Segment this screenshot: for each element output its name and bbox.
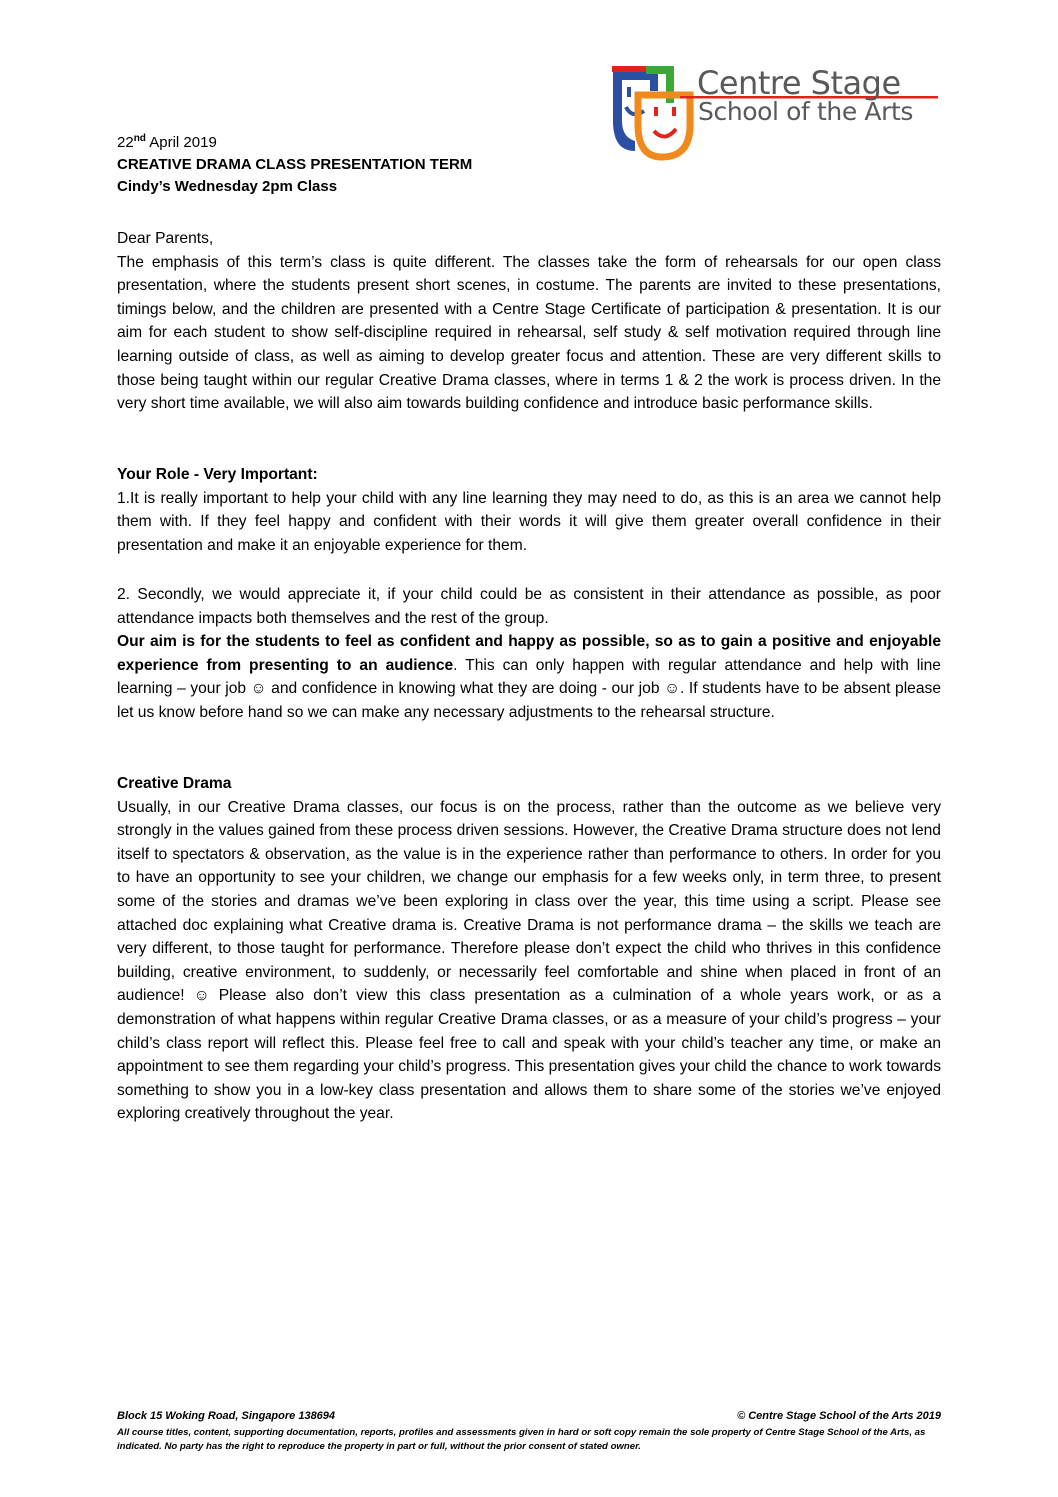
role-section (117, 463, 941, 557)
letter-date: 22nd April 2019 (117, 133, 217, 151)
creative-drama-heading: Creative Drama (117, 775, 232, 792)
role-point-2: 2. Secondly, we would appreciate it, if your child could be as consistent in their attendance as possible, as poor attendance impacts both themselves and the rest of the group. (117, 586, 941, 627)
aim-rest-text: . This can only happen with regular attendance and help with line learning – your job ☺ and confidence in knowing what they are doing - our job ☺. If students have to be absent please let us know before hand so we can make any necessary adjustments to the rehearsal structure. (117, 656, 941, 721)
intro-paragraph: The emphasis of this term’s class is quite different. The classes take the form of rehearsals for our open class presentation, where the students present short scenes, in costume. The parents are invited to these presentations, timings below, and the children are presented with a Centre Stage Certificate of participation & presentation. It is our aim for each student to show self-discipline required in rehearsal, self study & self motivation required through line learning outside of class, as well as aiming to develop greater focus and attention. These are very different skills to those being taught within our regular Creative Drama classes, where in terms 1 & 2 the work is process driven. In the very short time available, we will also aim towards building confidence and introduce basic performance skills. (117, 253, 941, 413)
footer-copyright: © Centre Stage School of the Arts 2019 (737, 1410, 941, 1422)
footer-disclaimer: All course titles, content, supporting documentation, reports, profiles and assessments given in hard or soft copy remain the sole property of Centre Stage School of the Arts, as indicated. No party has the right to reproduce the property in part or full, without the prior consent of stated owner. (117, 1427, 926, 1452)
attendance-section (117, 583, 941, 725)
creative-drama-paragraph: Usually, in our Creative Drama classes, our focus is on the process, rather than the outcome as we believe very strongly in the values gained from these process driven sessions. However, the Creative Drama structure does not lend itself to spectators & observation, as the value is in the experience rather than performance to others. In order for you to have an opportunity to see your children, we change our emphasis for a few weeks only, in term three, to present some of the stories and dramas we’ve been exploring in class over the year, this time using a script. Please see attached doc explaining what Creative drama is. Creative Drama is not performance drama – the skills we teach are very different, to those taught for performance. Therefore please don’t expect the child who thrives in this confidence building, creative environment, to suddenly, or necessarily feel comfortable and shine when placed in front of an audience! ☺ Please also don’t view this class presentation as a culmination of a whole years work, or as a demonstration of what happens within regular Creative Drama classes, or as a measure of your child’s progress – your child’s class report will reflect this. Please feel free to call and speak with your child’s teacher any time, or make an appointment to see them regarding your child’s progress. This presentation gives your child the chance to work towards something to show you in a low-key class presentation and allows them to share some of the stories we’ve enjoyed exploring creatively throughout the year. (117, 798, 941, 1123)
page-footer (117, 1410, 941, 1454)
salutation: Dear Parents, (117, 230, 214, 247)
class-name: Cindy’s Wednesday 2pm Class (117, 178, 338, 195)
logo-name-line1: Centre Stage (697, 64, 901, 102)
creative-drama-section (117, 772, 941, 1126)
aim-bold-text: Our aim is for the students to feel as confident and happy as possible, so as to gain a positive and enjoyable experience from presenting to an audience (117, 633, 941, 674)
intro-section (117, 227, 941, 416)
logo-name-line2: School of the Arts (698, 97, 913, 126)
aim-paragraph (117, 630, 941, 724)
letter-title: CREATIVE DRAMA CLASS PRESENTATION TERM (117, 156, 473, 173)
role-heading: Your Role - Very Important: (117, 466, 318, 483)
role-point-1: 1.It is really important to help your child with any line learning they may need to do, as this is an area we cannot help them with. If they feel happy and confident with their words it will give them greater overall confidence in their presentation and make it an enjoyable experience for them. (117, 489, 941, 554)
school-logo (610, 63, 940, 163)
footer-address: Block 15 Woking Road, Singapore 138694 (117, 1410, 336, 1422)
